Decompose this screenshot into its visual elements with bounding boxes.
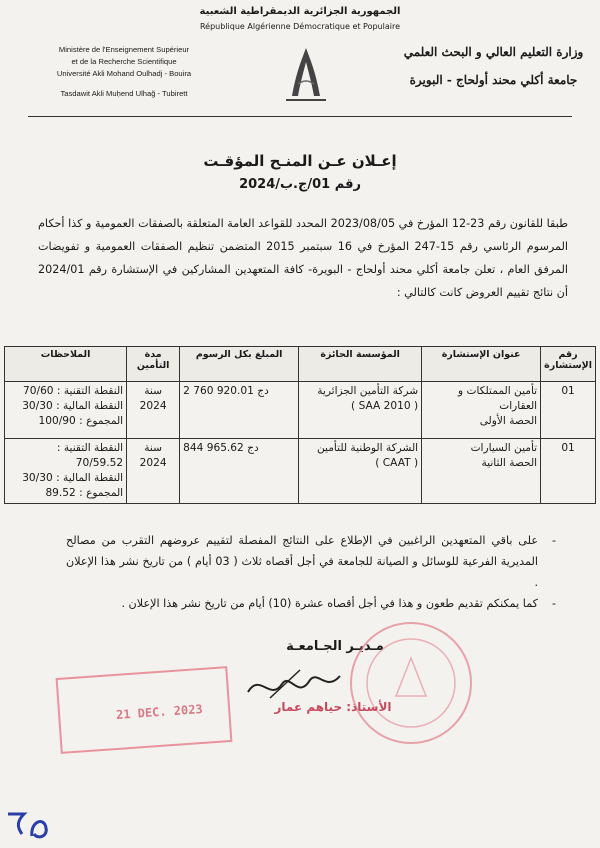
cell-title [422,382,541,439]
table-row [5,439,596,504]
reception-stamp-date: 21 DEC. 2023 [115,701,204,723]
ministry-french-block [24,44,224,100]
col-header-duration: مدة التأمين [127,347,180,382]
notice-title: إعـلان عـن المنـح المؤقـت [203,152,397,170]
cell-notes [5,439,127,504]
col-header-company: المؤسسة الحائزة [299,347,422,382]
cell-notes [5,382,127,439]
cell-amount: 844 965.62 دج [180,439,299,504]
director-title: مـديـر الجـامعـة [286,639,384,654]
col-header-title: عنوان الإستشارة [422,347,541,382]
ministry-arabic-block [401,38,586,94]
cell-company-line: ( CAAT ) [375,457,419,469]
cell-notes-line: المجموع : 89.52 [45,487,124,499]
cell-company-line: شركة التأمين الجزائرية [317,385,419,397]
cell-notes-line: النقطة المالية : 30/30 [22,472,124,484]
col-header-number: رقم الإستشارة [541,347,596,382]
cell-duration [127,382,180,439]
table-row [5,382,596,439]
cell-number: 01 [541,382,596,439]
cell-company-line: ( SAA 2010 ) [351,400,419,412]
header-divider [28,116,572,117]
cell-notes-line: النقطة التقنية : 70/60 [23,385,124,397]
notice-paragraph: طبقا للقانون رقم 23-12 المؤرخ في 2023/08/05 المحدد للقواعد العامة المتعلقة بالصفقات العمومية و كذا أحكام المرسوم الرئاسي رقم 15-247 المؤرخ في 16 سبتمبر 2015 المتضمن تنظيم الصفقات العمومية و تفويضات المرفق العام ، تعلن جامعة أكلي محند أولحاج - البويرة- كافة المتعهدين المشاركين في الإستشارة رقم 2024/01 أن نتائج تقييم العروض كانت كالتالي : [38,217,569,299]
table-header-row [5,347,596,382]
cell-duration [127,439,180,504]
cell-title-line: الحصة الأولى [479,415,538,427]
cell-company [299,439,422,504]
university-fr-line: Université Akli Mohand Oulhadj - Bouira [56,69,192,78]
results-table [4,346,596,504]
cell-title-line: تأمين الممتلكات و العقارات [457,385,538,412]
university-tamazight-line: Tasdawit Akli Muḥend Ulhağ - Tubirett [60,89,188,98]
bullet-dash-icon: - [551,534,556,547]
ministry-ar-line-1: وزارة التعليم العالي و البحث العلمي [403,45,584,59]
col-header-notes: الملاحظات [5,347,127,382]
cell-notes-line: النقطة المالية : 30/30 [22,400,124,412]
cell-title [422,439,541,504]
cell-notes-line: المجموع : 100/90 [38,415,124,427]
bullet-item [66,593,556,614]
cell-amount: 2 760 920.01 دج [180,382,299,439]
cell-company-line: الشركة الوطنية للتأمين [316,442,419,454]
bullet-text: على باقي المتعهدين الراغبين في الإطلاع على النتائج المفصلة لتقييم عروضهم التقرب من مصالح المديرية الفرعية للوسائل و الصيانة للجامعة في أجل أقصاه ثلاث ( 03 أيام ) من تاريخ نشر هذا الإعلان . [66,534,538,589]
ministry-fr-line-2: et de la Recherche Scientifique [71,57,177,66]
cell-title-line: تأمين السيارات [470,442,538,454]
cell-duration-line: سنة [144,442,162,454]
cell-notes-line: النقطة التقنية : 70/59.52 [56,442,124,469]
cell-duration-line: 2024 [139,400,167,412]
cell-duration-line: سنة [144,385,162,397]
republic-arabic: الجمهورية الجزائرية الديمقراطية الشعبية [199,6,401,17]
handwritten-page-number [4,806,52,842]
bullet-dash-icon: - [551,597,556,610]
ministry-fr-line-1: Ministère de l'Enseignement Supérieur [58,45,190,54]
cell-duration-line: 2024 [139,457,167,469]
republic-french: République Algérienne Démocratique et Populaire [199,22,401,31]
university-logo-icon [276,44,336,104]
col-header-amount: المبلغ بكل الرسوم [180,347,299,382]
cell-title-line: الحصة الثانية [481,457,538,469]
cell-company [299,382,422,439]
university-ar-line: جامعة أكلي محند أولحاج - البويرة [409,73,578,87]
bullet-item [66,530,556,593]
cell-number: 01 [541,439,596,504]
official-round-stamp-icon [346,618,476,748]
signatory-name: الأستاذ: حياهم عمار [274,700,392,714]
notice-bullets [66,530,556,614]
bullet-text: كما يمكنكم تقديم طعون و هذا في أجل أقصاه عشرة (10) أيام من تاريخ نشر هذا الإعلان . [121,597,538,610]
notice-number: رقم 01/ج.ب/2024 [239,177,361,192]
